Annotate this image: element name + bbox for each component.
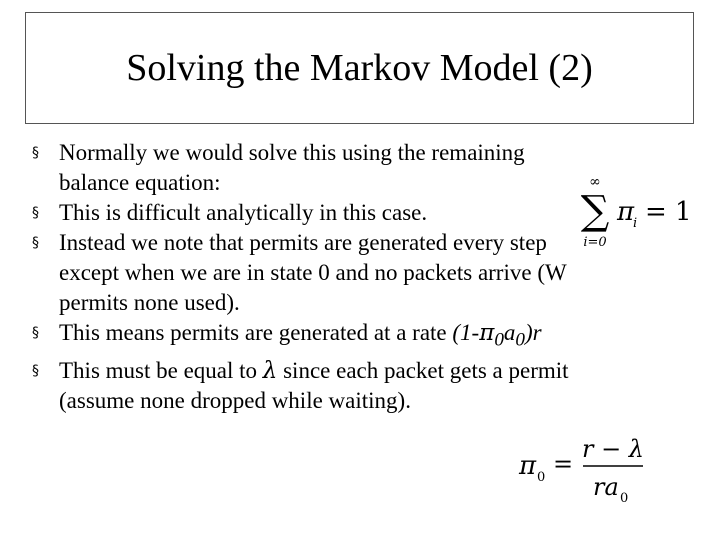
bullet-marker-icon: § bbox=[32, 362, 39, 379]
sum-formula bbox=[575, 172, 695, 252]
pi0-formula bbox=[515, 432, 655, 512]
sum-lower-limit: i=0 bbox=[583, 235, 607, 250]
pi0-subscript: 0 bbox=[537, 470, 546, 485]
bullet-marker-icon: § bbox=[32, 325, 39, 341]
bullet-text-cont: since each packet gets a permit (assume none dropped while waiting). bbox=[59, 357, 569, 413]
bullet-text: This means permits are generated at a rate bbox=[59, 320, 453, 345]
title-box bbox=[25, 12, 694, 124]
sum-equals-one: = 1 bbox=[645, 197, 692, 227]
fraction-numerator: r − λ bbox=[581, 435, 645, 463]
sum-upper-limit: ∞ bbox=[589, 174, 601, 190]
sigma-icon: ∑ bbox=[580, 188, 610, 234]
rate-expression bbox=[452, 320, 542, 351]
bullet-marker-icon: § bbox=[32, 235, 39, 251]
rate-a: a bbox=[503, 320, 516, 345]
pi0-pi: π bbox=[519, 451, 537, 481]
bullet-marker-icon: § bbox=[32, 145, 39, 161]
rate-r: r bbox=[532, 320, 542, 345]
rate-pi: π bbox=[479, 320, 495, 346]
sum-pi-subscript: i bbox=[633, 216, 638, 231]
bullet-text: Normally we would solve this using the remaining balance equation: bbox=[59, 140, 525, 195]
rate-close: ) bbox=[524, 320, 533, 345]
pi0-equals: = bbox=[553, 450, 574, 478]
rate-open: (1- bbox=[452, 320, 480, 345]
rate-pi-subscript: 0 bbox=[494, 329, 504, 351]
fraction-denominator-subscript: 0 bbox=[620, 491, 629, 506]
bullet-marker-icon: § bbox=[32, 205, 39, 221]
sum-pi: π bbox=[617, 197, 635, 227]
rate-a-subscript: 0 bbox=[515, 329, 525, 351]
slide-title: Solving the Markov Model (2) bbox=[126, 47, 593, 89]
fraction-denominator: ra bbox=[593, 473, 619, 501]
lambda-symbol: λ bbox=[262, 357, 278, 384]
bullet-text: Instead we note that permits are generated every step except when we are in state 0 and no packets arrive (W permits none used). bbox=[59, 230, 567, 315]
bullet-item-5 bbox=[32, 356, 682, 416]
bullet-item-4 bbox=[32, 318, 682, 356]
bullet-text: This is difficult analytically in this case. bbox=[59, 200, 428, 225]
bullet-text: This must be equal to bbox=[59, 357, 263, 383]
